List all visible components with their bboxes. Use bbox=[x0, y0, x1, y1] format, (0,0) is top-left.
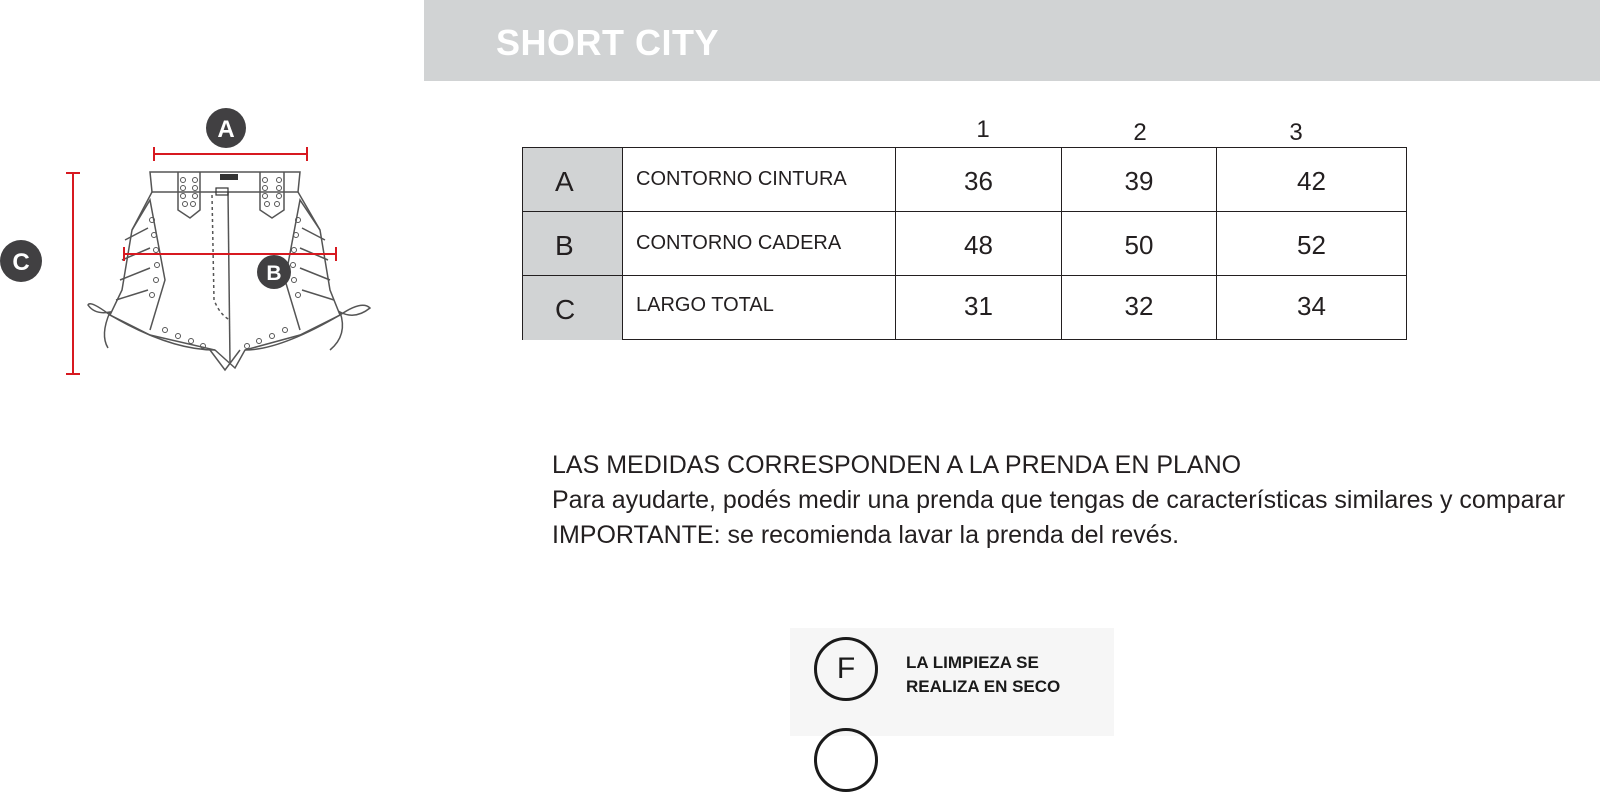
value-cell bbox=[1062, 276, 1217, 340]
measure-a-line bbox=[154, 147, 307, 161]
row-label-cell bbox=[623, 148, 896, 211]
brand-tag bbox=[220, 174, 238, 180]
size-table bbox=[522, 147, 1407, 340]
dry-clean-icon bbox=[814, 637, 878, 701]
value: 52 bbox=[1297, 230, 1326, 260]
row-letter-cell bbox=[523, 276, 623, 340]
size-header-3: 3 bbox=[1289, 119, 1303, 146]
value-cell bbox=[1217, 148, 1406, 211]
shorts-outline bbox=[88, 172, 370, 370]
care-text-line-2: REALIZA EN SECO bbox=[906, 677, 1061, 696]
care-instruction bbox=[790, 628, 1114, 736]
row-letter: C bbox=[555, 294, 576, 325]
value: 39 bbox=[1124, 166, 1154, 196]
svg-text:A: A bbox=[217, 116, 235, 143]
row-label-cell bbox=[623, 276, 896, 340]
note-line-3: IMPORTANTE: se recomienda lavar la prenda del revés. bbox=[552, 521, 1180, 549]
note-line-1: LAS MEDIDAS CORRESPONDEN A LA PRENDA EN PLANO bbox=[552, 451, 1242, 479]
row-letter: A bbox=[555, 166, 574, 197]
value-cell bbox=[1217, 276, 1406, 340]
page-title: SHORT CITY bbox=[496, 22, 720, 63]
row-letter: B bbox=[555, 230, 574, 261]
value: 31 bbox=[964, 291, 993, 321]
note-line-2: Para ayudarte, podés medir una prenda que tengas de características similares y comparar bbox=[552, 486, 1566, 514]
header-bar bbox=[424, 0, 1600, 81]
value-cell bbox=[1217, 212, 1406, 276]
table-row bbox=[523, 211, 1406, 276]
partial-care-icon bbox=[814, 728, 878, 792]
table-row bbox=[523, 148, 1406, 211]
value: 48 bbox=[964, 230, 993, 260]
care-text bbox=[906, 651, 1086, 699]
svg-text:B: B bbox=[266, 262, 282, 285]
value: 36 bbox=[964, 166, 993, 196]
row-label-cell bbox=[623, 212, 896, 276]
marker-a bbox=[206, 108, 246, 148]
value: 42 bbox=[1297, 166, 1326, 196]
table-row bbox=[523, 275, 1406, 340]
size-header-2: 2 bbox=[1133, 119, 1147, 146]
marker-c bbox=[0, 240, 42, 282]
svg-text:C: C bbox=[12, 249, 30, 276]
value-cell bbox=[1062, 212, 1217, 276]
size-header-1: 1 bbox=[976, 116, 990, 143]
value-cell bbox=[896, 276, 1062, 340]
marker-b bbox=[257, 255, 291, 289]
measurement-notes bbox=[552, 448, 1565, 553]
value-cell bbox=[896, 148, 1062, 211]
value-cell bbox=[1062, 148, 1217, 211]
care-text-line-1: LA LIMPIEZA SE bbox=[906, 653, 1039, 672]
row-label: CONTORNO CADERA bbox=[636, 232, 842, 254]
value-cell bbox=[896, 212, 1062, 276]
row-letter-cell bbox=[523, 148, 623, 211]
row-label: CONTORNO CINTURA bbox=[636, 168, 847, 190]
row-label: LARGO TOTAL bbox=[636, 294, 774, 316]
row-letter-cell bbox=[523, 212, 623, 276]
measure-c-line bbox=[66, 173, 80, 374]
value: 32 bbox=[1124, 291, 1154, 321]
shorts-diagram bbox=[0, 100, 400, 390]
dry-clean-letter: F bbox=[836, 652, 856, 685]
value: 34 bbox=[1297, 291, 1326, 321]
value: 50 bbox=[1124, 230, 1154, 260]
